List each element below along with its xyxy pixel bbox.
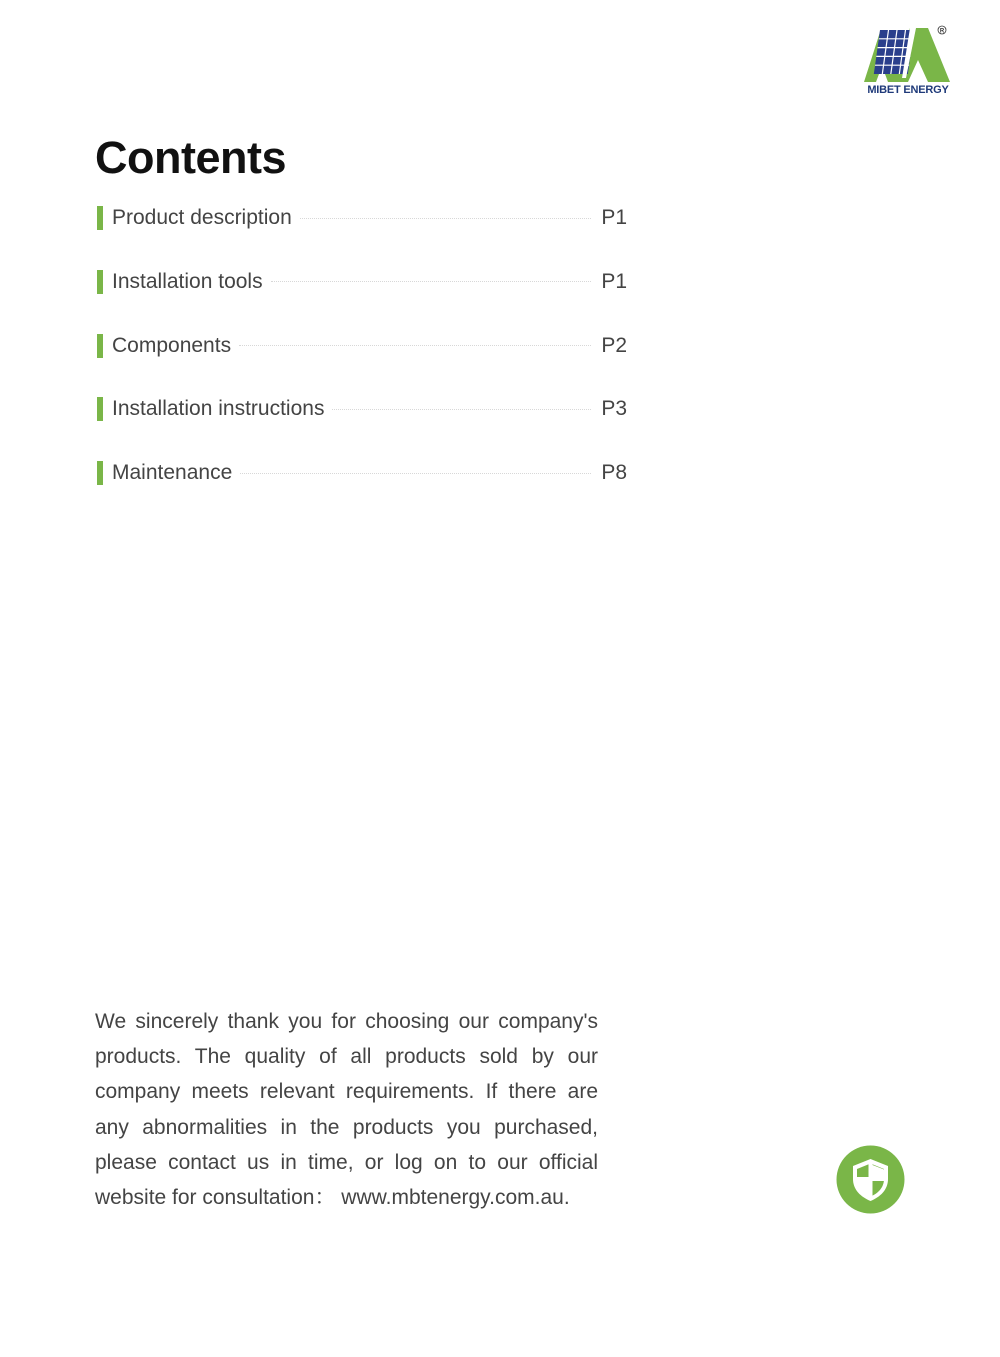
toc-item-page: P1 [601, 269, 627, 293]
toc-dot-leader [332, 409, 591, 410]
svg-text:R: R [939, 28, 945, 35]
toc-accent-bar [97, 461, 103, 485]
toc-item-page: P3 [601, 397, 627, 421]
solar-mountain-logo-icon [858, 22, 958, 86]
table-of-contents [97, 198, 627, 517]
brand-logo [858, 22, 958, 100]
brand-name: MIBET ENERGY [867, 84, 949, 96]
toc-item-installation-tools[interactable] [97, 262, 627, 302]
toc-accent-bar [97, 397, 103, 421]
toc-item-page: P2 [601, 333, 627, 357]
toc-item-installation-instructions[interactable] [97, 389, 627, 429]
shield-badge [836, 1145, 905, 1214]
toc-item-maintenance[interactable] [97, 453, 627, 493]
toc-dot-leader [239, 345, 591, 346]
toc-accent-bar [97, 270, 103, 294]
toc-dot-leader [271, 281, 591, 282]
toc-item-page: P1 [601, 206, 627, 229]
toc-item-label: Installation instructions [112, 397, 325, 421]
thank-you-paragraph: We sincerely thank you for choosing our company's products. The quality of all products sold by our company meets relevant requirements. If there are any abnormalities in the products you purchased, please contact us in time, or log on to our official website for consultation： www.mbtenergy.com.au. [95, 1010, 598, 1210]
toc-item-components[interactable] [97, 326, 627, 366]
toc-item-product-description[interactable] [97, 198, 627, 238]
toc-item-page: P8 [601, 461, 627, 484]
shield-icon [836, 1145, 905, 1214]
toc-item-label: Installation tools [112, 269, 263, 293]
toc-accent-bar [97, 334, 103, 358]
toc-dot-leader [300, 218, 591, 219]
toc-item-label: Components [112, 333, 232, 357]
page-title: Contents [95, 132, 286, 183]
toc-dot-leader [240, 473, 591, 474]
toc-item-label: Product description [112, 206, 292, 229]
toc-item-label: Maintenance [112, 461, 233, 484]
toc-accent-bar [97, 206, 103, 230]
